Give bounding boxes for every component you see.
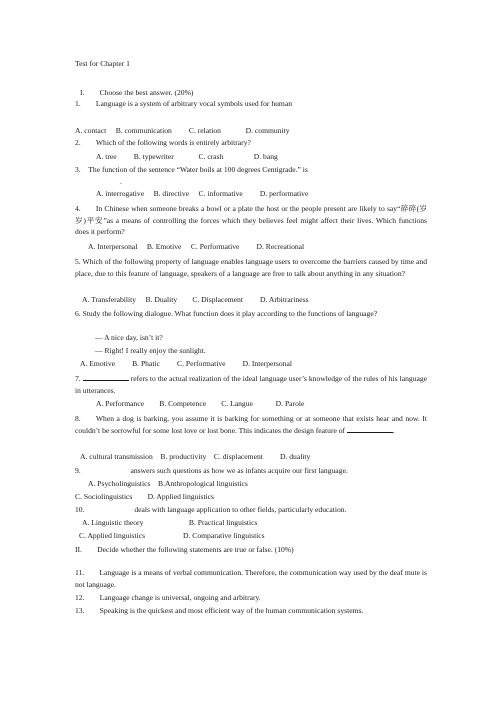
question-6-dialogue-line: — A nice day, isn’t it? xyxy=(95,333,163,342)
statement-12: 12. Language change is universal, ongoing and arbitrary. xyxy=(75,593,261,602)
question-2-options: A. tree B. typewriter C. crash D. bang xyxy=(96,152,278,161)
question-8-stem-tail: . xyxy=(393,425,395,435)
question-3-stem-tail: . xyxy=(120,177,122,186)
question-9-options: A. Psycholinguistics B.Anthropological linguistics xyxy=(88,479,248,488)
section-1-heading: I. Choose the best answer. (20%) xyxy=(80,88,194,97)
question-9-stem xyxy=(75,466,427,475)
question-6-stem: 6. Study the following dialogue. What function does it play according to the functions of language? xyxy=(75,309,378,318)
question-10-stem xyxy=(75,505,427,514)
answer-blank xyxy=(83,374,129,381)
question-9-text: answers such questions as how we as infants acquire our first language. xyxy=(130,466,348,475)
question-5-stem: 5. Which of the following property of language enables language users to overcome the barriers caused by time and place, due to this feature of language, speakers of a language are free to talk about anything in any situation? xyxy=(75,257,427,278)
statement-13: 13. Speaking is the quickest and most efficient way of the human communication systems. xyxy=(75,606,364,615)
question-9-number: 9. xyxy=(75,466,81,475)
statement-11: 11. Language is a means of verbal communication. Therefore, the communication way used by the deaf mute is not language. xyxy=(75,568,427,589)
question-10-options: A. Linguistic theory B. Practical linguistics xyxy=(82,518,258,527)
question-7-options: A. Performance B. Competence C. Langue D. Parole xyxy=(96,399,305,408)
question-8-options: A. cultural transmission B. productivity C. displacement D. duality xyxy=(80,452,311,461)
question-10-options: C. Applied linguistics D. Comparative linguistics xyxy=(79,531,265,540)
question-9-options: C. Sociolinguistics D. Applied linguistics xyxy=(75,492,215,501)
question-10-text: deals with language application to other fields, particularly education. xyxy=(134,505,347,514)
question-1-stem: 1. Language is a system of arbitrary vocal symbols used for human xyxy=(75,99,293,108)
question-10-number: 10. xyxy=(75,505,85,514)
question-3-options: A. interrogative B. directive C. informative D. performative xyxy=(96,189,309,198)
answer-blank xyxy=(86,505,132,512)
question-3-stem: 3. The function of the sentence “Water boils at 100 degrees Centigrade.” is xyxy=(75,165,308,174)
question-4-options: A. Interpersonal B. Emotive C. Performative D. Recreational xyxy=(88,242,305,251)
question-7-stem xyxy=(75,373,427,396)
question-8-stem xyxy=(75,413,427,436)
answer-blank xyxy=(83,466,129,473)
question-6-dialogue-line: — Right! I really enjoy the sunlight. xyxy=(95,346,206,355)
question-6-options: A. Emotive B. Phatic C. Performative D. Interpersonal xyxy=(80,359,292,368)
question-7-number: 7. xyxy=(75,374,81,383)
question-7-text: refers to the actual realization of the ideal language user’s knowledge of the rules of his language in utterances. xyxy=(75,374,427,395)
question-8-text: 8. When a dog is barking, you assume it is barking for something or at someone that exists hear and now. It couldn’t be sorrowful for some lost love or lost bone. This indicates the design feature of xyxy=(75,414,427,435)
question-2-stem: 2. Which of the following words is entirely arbitrary? xyxy=(75,138,251,147)
document-title: Test for Chapter 1 xyxy=(75,59,130,68)
section-2-heading: II. Decide whether the following statements are true or false. (10%) xyxy=(75,545,294,554)
question-5-options: A. Transferability B. Duality C. Displacement D. Arbitrariness xyxy=(82,295,309,304)
question-4-stem: 4. In Chinese when someone breaks a bowl or a plate the host or the people present are likely to say“碎碎(岁岁)平安”as a means of controlling the forces which they believes feel might affect their lives. Which functions does it perform? xyxy=(75,204,427,236)
answer-blank xyxy=(347,426,393,433)
question-1-options: A. contact B. communication C. relation D. community xyxy=(75,126,290,135)
